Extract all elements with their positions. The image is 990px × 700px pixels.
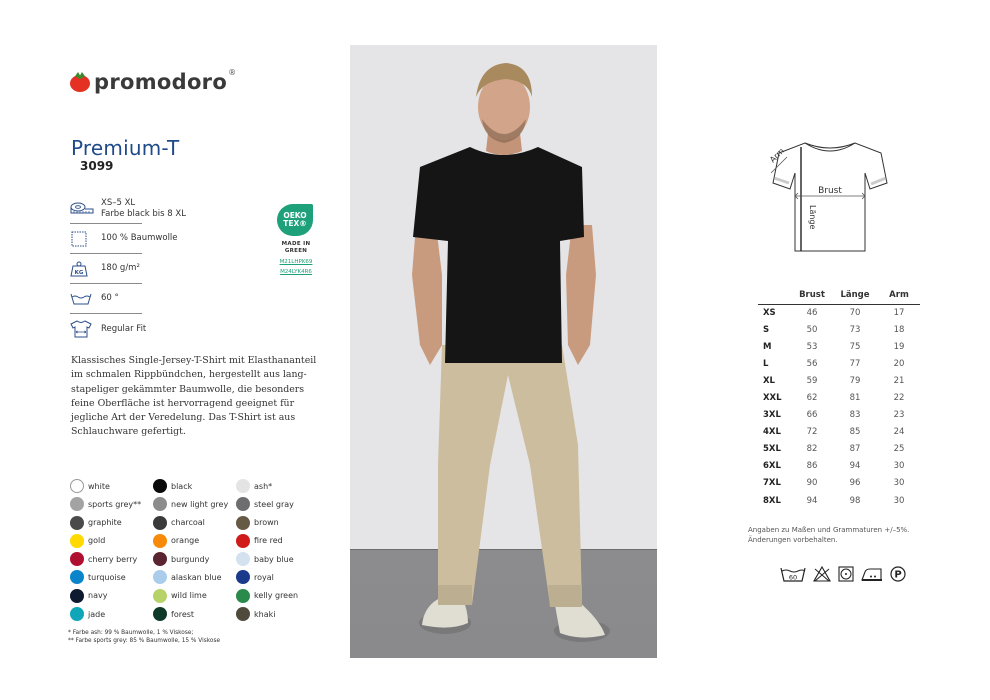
- spec-size-range: XS–5 XL: [101, 198, 136, 208]
- size-label: L: [763, 358, 769, 369]
- color-swatch: [153, 552, 167, 566]
- color-name: burgundy: [171, 554, 210, 564]
- spec-fit: [70, 314, 147, 344]
- color-swatch: [236, 552, 250, 566]
- length-value: 73: [849, 324, 861, 335]
- color-name: baby blue: [254, 554, 294, 564]
- color-option: [153, 479, 236, 493]
- fabric-swatch-icon: [70, 229, 96, 249]
- size-label: 8XL: [763, 495, 781, 506]
- chest-value: 94: [806, 495, 818, 506]
- color-name: ash*: [254, 481, 273, 491]
- color-name: gold: [88, 536, 106, 546]
- size-label: 7XL: [763, 478, 781, 489]
- size-label: XS: [763, 307, 776, 318]
- diagram-label-chest: Brust: [818, 186, 842, 196]
- color-name: steel gray: [254, 499, 294, 509]
- color-option: [70, 552, 153, 566]
- size-row: [758, 338, 920, 355]
- tolerance-note: Angaben zu Maßen und Grammaturen +/–5%. Änderungen vorbehalten.: [748, 526, 910, 544]
- size-row: [758, 407, 920, 424]
- product-code: 3099: [80, 159, 114, 173]
- weight-kg-icon: [70, 259, 96, 279]
- color-swatch: [153, 607, 167, 621]
- size-row: [758, 321, 920, 338]
- arm-value: 23: [893, 410, 905, 421]
- color-option: [236, 479, 319, 493]
- size-row: [758, 492, 920, 509]
- color-option: [153, 516, 236, 530]
- spec-sizes: [70, 196, 186, 224]
- color-swatch: [153, 570, 167, 584]
- color-option: [70, 570, 153, 584]
- wash-60-icon: [780, 566, 806, 582]
- product-description: Klassisches Single-Jersey-T-Shirt mit Elasthananteil im schmalen Rippbündchen, hergestellt aus lang-stapeliger gekämmter Baumwolle, die besonders feine Oberfläche ist hervorragend geeignet für jegliche Art der Veredelung. Das T-Shirt ist aus Schlauchware gefertigt.: [71, 355, 317, 438]
- size-table-header: [758, 288, 920, 304]
- color-swatch: [236, 570, 250, 584]
- size-row: [758, 441, 920, 458]
- chest-value: 50: [806, 324, 818, 335]
- product-photo: [350, 45, 657, 658]
- chest-value: 86: [806, 461, 818, 472]
- color-option: [236, 497, 319, 511]
- color-option: [236, 552, 319, 566]
- spec-material: [70, 224, 178, 254]
- registered-mark: ®: [228, 67, 237, 77]
- size-label: XXL: [763, 393, 782, 404]
- tshirt-fit-icon: [70, 319, 96, 339]
- brand-name: promodoro: [94, 70, 228, 94]
- iron-medium-icon: [861, 567, 883, 581]
- diagram-label-length: Länge: [808, 205, 817, 230]
- chest-value: 53: [806, 341, 818, 352]
- wash-tub-icon: [70, 289, 96, 309]
- spec-list: [70, 196, 186, 344]
- color-name: jade: [88, 609, 106, 619]
- arm-value: 18: [893, 324, 905, 335]
- color-swatch: [70, 607, 84, 621]
- color-name: turquoise: [88, 572, 126, 582]
- color-swatch: [153, 589, 167, 603]
- length-value: 79: [849, 375, 861, 386]
- size-label: 4XL: [763, 427, 781, 438]
- size-row: [758, 355, 920, 372]
- no-bleach-icon: [813, 566, 831, 582]
- color-option: [153, 570, 236, 584]
- chest-value: 59: [806, 375, 818, 386]
- color-option: [70, 589, 153, 603]
- color-name: orange: [171, 536, 200, 546]
- chest-value: 62: [806, 393, 818, 404]
- color-name: kelly green: [254, 591, 299, 601]
- arm-value: 30: [893, 461, 905, 472]
- size-row: [758, 424, 920, 441]
- color-swatch: [236, 534, 250, 548]
- footnote-ash: * Farbe ash: 99 % Baumwolle, 1 % Viskose;: [68, 630, 194, 636]
- color-swatch: [70, 534, 84, 548]
- color-name: royal: [254, 572, 274, 582]
- color-option: [70, 479, 153, 493]
- header-length: Länge: [832, 288, 878, 304]
- length-value: 85: [849, 427, 861, 438]
- arm-value: 30: [893, 478, 905, 489]
- length-value: 98: [849, 495, 861, 506]
- color-swatch: [153, 479, 167, 493]
- arm-value: 30: [893, 495, 905, 506]
- size-row: [758, 389, 920, 406]
- color-option: [236, 589, 319, 603]
- color-palette: [70, 479, 319, 621]
- made-in-green-label: MADE IN GREEN: [281, 241, 311, 254]
- color-swatch: [70, 479, 84, 493]
- size-row: [758, 304, 920, 321]
- color-swatch: [153, 534, 167, 548]
- color-name: new light grey: [171, 499, 229, 509]
- length-value: 81: [849, 393, 861, 404]
- color-name: forest: [171, 609, 195, 619]
- arm-value: 21: [893, 375, 905, 386]
- svg-text:60: 60: [788, 573, 798, 582]
- oeko-tex-certification: [276, 204, 316, 275]
- size-label: XL: [763, 375, 775, 386]
- spec-weight: [70, 254, 142, 284]
- color-name: white: [88, 481, 110, 491]
- color-swatch: [70, 552, 84, 566]
- diagram-label-arm: Arm: [768, 146, 787, 165]
- color-name: black: [171, 481, 193, 491]
- spec-weight-text: 180 g/m²: [101, 263, 140, 273]
- size-row: [758, 372, 920, 389]
- color-swatch: [70, 570, 84, 584]
- length-value: 70: [849, 307, 861, 318]
- color-swatch: [70, 589, 84, 603]
- tumble-dry-icon: [838, 566, 854, 582]
- arm-value: 22: [893, 393, 905, 404]
- size-label: 6XL: [763, 461, 781, 472]
- color-swatch: [236, 607, 250, 621]
- oeko-tex-badge: OEKO TEX®: [277, 204, 313, 236]
- color-name: cherry berry: [88, 554, 138, 564]
- arm-value: 19: [893, 341, 905, 352]
- color-swatch: [70, 497, 84, 511]
- color-option: [236, 534, 319, 548]
- color-swatch: [236, 479, 250, 493]
- color-name: alaskan blue: [171, 572, 222, 582]
- spec-size-note: Farbe black bis 8 XL: [101, 209, 186, 219]
- color-name: graphite: [88, 518, 122, 528]
- chest-value: 66: [806, 410, 818, 421]
- color-name: charcoal: [171, 518, 205, 528]
- certification-code-link[interactable]: M24LYK4R6: [280, 269, 312, 275]
- length-value: 96: [849, 478, 861, 489]
- length-value: 77: [849, 358, 861, 369]
- color-name: navy: [88, 591, 108, 601]
- size-label: 3XL: [763, 410, 781, 421]
- color-option: [153, 534, 236, 548]
- color-option: [153, 497, 236, 511]
- size-table: [758, 288, 920, 509]
- chest-value: 72: [806, 427, 818, 438]
- arm-value: 25: [893, 444, 905, 455]
- length-value: 83: [849, 410, 861, 421]
- color-name: sports grey**: [88, 499, 142, 509]
- size-row: [758, 475, 920, 492]
- chest-value: 46: [806, 307, 818, 318]
- footnotes: [68, 629, 220, 645]
- color-option: [236, 570, 319, 584]
- spec-wash-text: 60 °: [101, 293, 119, 303]
- color-option: [236, 516, 319, 530]
- color-swatch: [153, 516, 167, 530]
- dry-clean-p-icon: [890, 566, 906, 582]
- color-name: wild lime: [171, 591, 207, 601]
- color-swatch: [153, 497, 167, 511]
- product-name: Premium-T: [71, 136, 180, 160]
- spec-material-text: 100 % Baumwolle: [101, 233, 178, 243]
- color-option: [70, 516, 153, 530]
- color-option: [153, 552, 236, 566]
- svg-text:KG: KG: [74, 269, 84, 276]
- chest-value: 82: [806, 444, 818, 455]
- length-value: 75: [849, 341, 861, 352]
- header-arm: Arm: [878, 288, 920, 304]
- size-label: S: [763, 324, 770, 335]
- color-option: [236, 607, 319, 621]
- svg-text:P: P: [894, 569, 902, 581]
- chest-value: 90: [806, 478, 818, 489]
- size-diagram: [765, 133, 895, 253]
- size-row: [758, 458, 920, 475]
- spec-fit-text: Regular Fit: [101, 323, 147, 334]
- header-chest: Brust: [792, 288, 832, 304]
- footnote-sports-grey: ** Farbe sports grey: 85 % Baumwolle, 15 % Viskose: [68, 638, 221, 644]
- length-value: 87: [849, 444, 861, 455]
- tomato-icon: [70, 72, 90, 92]
- spec-wash: [70, 284, 142, 314]
- color-swatch: [236, 497, 250, 511]
- arm-value: 20: [893, 358, 905, 369]
- color-option: [70, 497, 153, 511]
- color-name: khaki: [254, 609, 276, 619]
- color-name: fire red: [254, 536, 283, 546]
- color-option: [153, 589, 236, 603]
- size-label: M: [763, 341, 772, 352]
- color-swatch: [236, 589, 250, 603]
- length-value: 94: [849, 461, 861, 472]
- chest-value: 56: [806, 358, 818, 369]
- color-swatch: [70, 516, 84, 530]
- color-name: brown: [254, 518, 279, 528]
- certification-code-link[interactable]: M21LHPK69: [279, 259, 313, 265]
- color-option: [70, 534, 153, 548]
- arm-value: 17: [893, 307, 905, 318]
- model-figure: [350, 45, 657, 658]
- arm-value: 24: [893, 427, 905, 438]
- care-symbols: [780, 566, 906, 582]
- color-option: [153, 607, 236, 621]
- color-option: [70, 607, 153, 621]
- size-label: 5XL: [763, 444, 781, 455]
- brand-logo: [70, 67, 237, 94]
- measuring-tape-icon: [70, 200, 96, 220]
- color-swatch: [236, 516, 250, 530]
